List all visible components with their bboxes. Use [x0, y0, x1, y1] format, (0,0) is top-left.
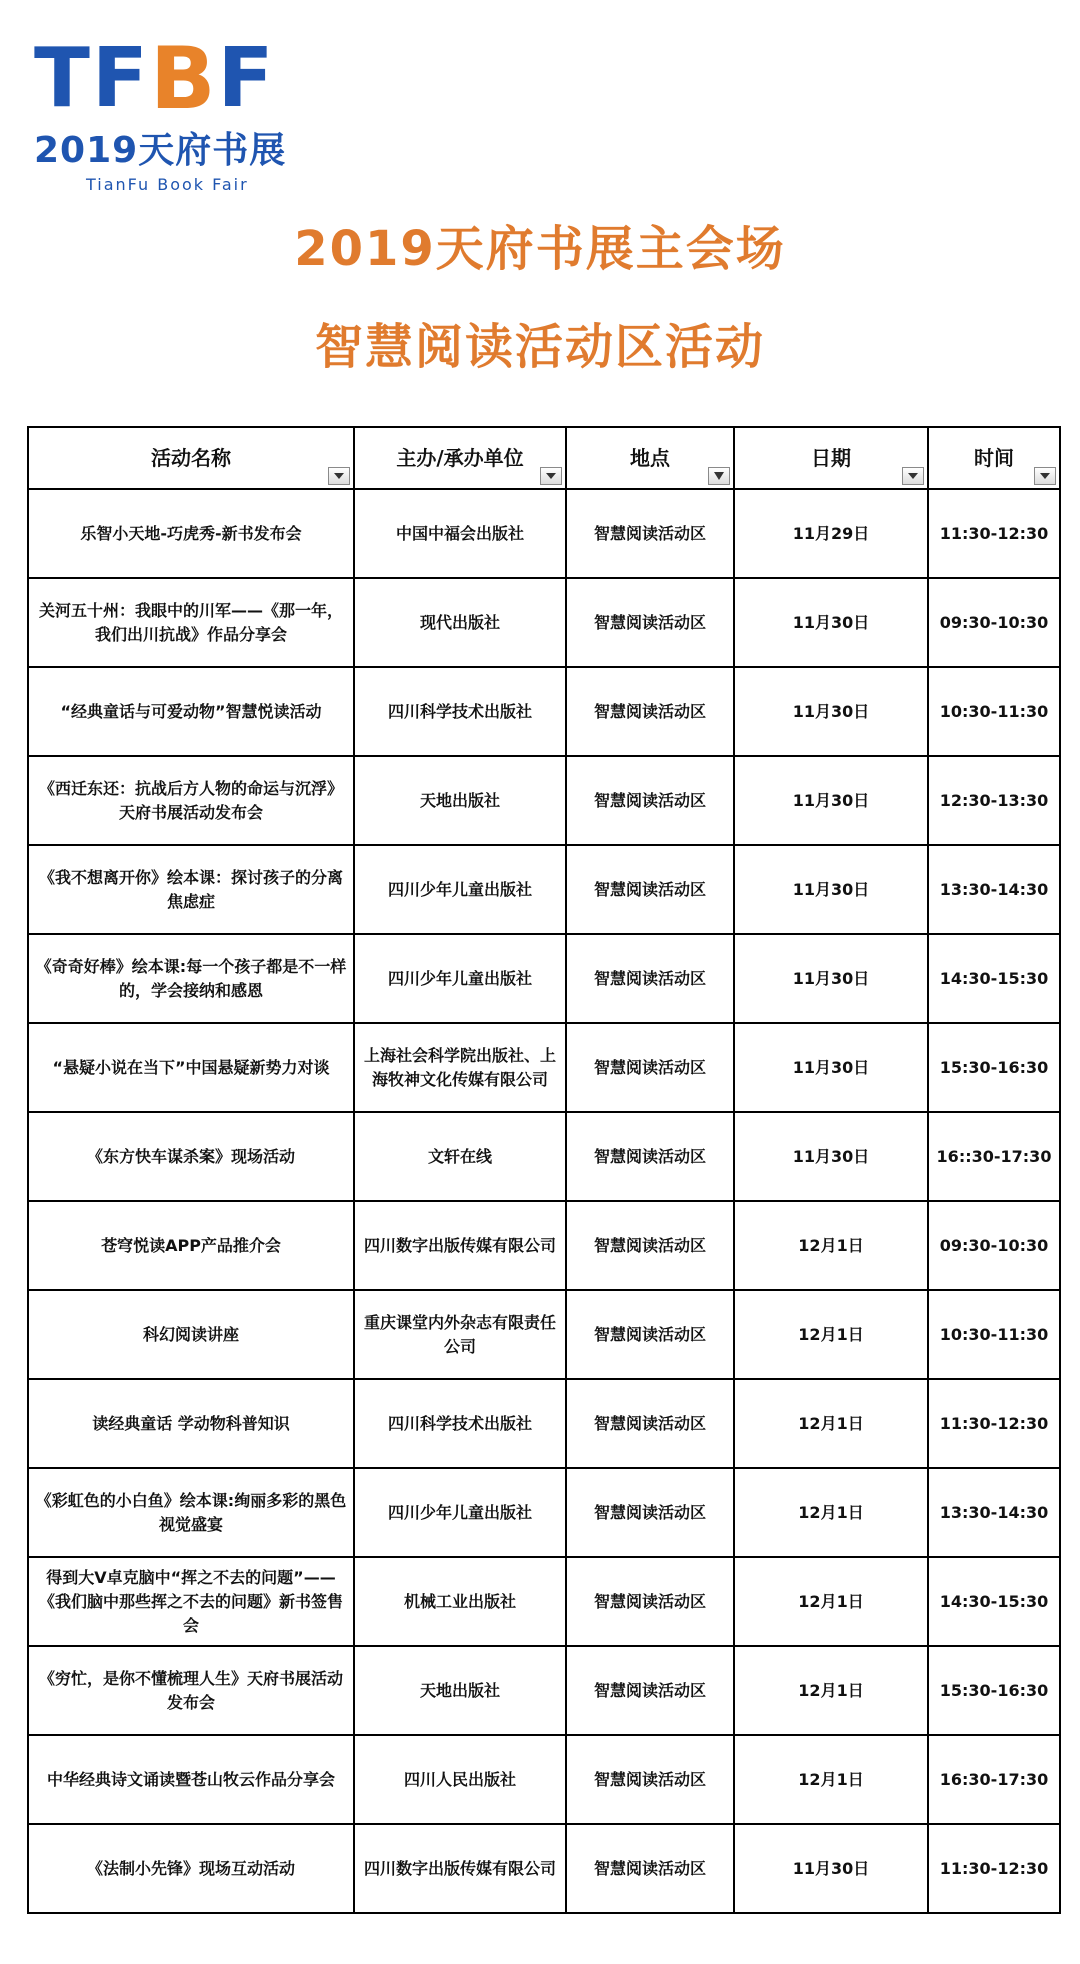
- column-header-activity-name: [28, 427, 354, 489]
- filter-applied-icon[interactable]: [708, 467, 730, 485]
- cell-date: 12月1日: [734, 1557, 928, 1646]
- cell-location: 智慧阅读活动区: [566, 1112, 734, 1201]
- cell-location: 智慧阅读活动区: [566, 667, 734, 756]
- dropdown-arrow-icon[interactable]: [540, 467, 562, 485]
- table-row: [28, 1379, 1060, 1468]
- cell-activity-name: 《彩虹色的小白鱼》绘本课:绚丽多彩的黑色视觉盛宴: [28, 1468, 354, 1557]
- cell-date: 11月29日: [734, 489, 928, 578]
- logo-mark-right: F: [217, 31, 276, 126]
- dropdown-arrow-icon[interactable]: [1034, 467, 1056, 485]
- cell-organizer: 机械工业出版社: [354, 1557, 566, 1646]
- table-row: [28, 1112, 1060, 1201]
- table-row: [28, 489, 1060, 578]
- cell-time: 10:30-11:30: [928, 1290, 1060, 1379]
- cell-organizer: 天地出版社: [354, 1646, 566, 1735]
- logo-mark: [34, 29, 334, 129]
- cell-time: 10:30-11:30: [928, 667, 1060, 756]
- table-row: [28, 1468, 1060, 1557]
- table-row: [28, 1557, 1060, 1646]
- cell-time: 12:30-13:30: [928, 756, 1060, 845]
- cell-organizer: 四川科学技术出版社: [354, 667, 566, 756]
- dropdown-arrow-icon[interactable]: [902, 467, 924, 485]
- cell-date: 11月30日: [734, 578, 928, 667]
- table-row: [28, 667, 1060, 756]
- cell-time: 09:30-10:30: [928, 1201, 1060, 1290]
- page-title: 2019天府书展主会场: [294, 221, 786, 277]
- cell-activity-name: 《东方快车谋杀案》现场活动: [28, 1112, 354, 1201]
- cell-date: 12月1日: [734, 1468, 928, 1557]
- cell-date: 12月1日: [734, 1646, 928, 1735]
- cell-date: 11月30日: [734, 845, 928, 934]
- column-header-label: 地点: [630, 446, 670, 470]
- cell-organizer: 中国中福会出版社: [354, 489, 566, 578]
- column-header-location: [566, 427, 734, 489]
- column-header-label: 活动名称: [151, 446, 231, 470]
- cell-time: 15:30-16:30: [928, 1646, 1060, 1735]
- logo-mark-left: TF: [34, 31, 150, 126]
- cell-time: 11:30-12:30: [928, 489, 1060, 578]
- table-row: [28, 1735, 1060, 1824]
- cell-activity-name: “悬疑小说在当下”中国悬疑新势力对谈: [28, 1023, 354, 1112]
- cell-time: 11:30-12:30: [928, 1379, 1060, 1468]
- cell-organizer: 上海社会科学院出版社、上海牧神文化传媒有限公司: [354, 1023, 566, 1112]
- event-schedule-table: [27, 426, 1061, 1914]
- cell-activity-name: 乐智小天地-巧虎秀-新书发布会: [28, 489, 354, 578]
- cell-organizer: 四川人民出版社: [354, 1735, 566, 1824]
- cell-organizer: 文轩在线: [354, 1112, 566, 1201]
- column-header-label: 主办/承办单位: [396, 446, 524, 470]
- cell-location: 智慧阅读活动区: [566, 845, 734, 934]
- cell-location: 智慧阅读活动区: [566, 489, 734, 578]
- cell-organizer: 四川少年儿童出版社: [354, 845, 566, 934]
- cell-location: 智慧阅读活动区: [566, 578, 734, 667]
- cell-date: 12月1日: [734, 1735, 928, 1824]
- table-row: [28, 1201, 1060, 1290]
- table-row: [28, 1023, 1060, 1112]
- cell-location: 智慧阅读活动区: [566, 1557, 734, 1646]
- cell-date: 12月1日: [734, 1379, 928, 1468]
- table-row: [28, 845, 1060, 934]
- cell-activity-name: 苍穹悦读APP产品推介会: [28, 1201, 354, 1290]
- tfbf-logo: [34, 29, 334, 202]
- cell-location: 智慧阅读活动区: [566, 1379, 734, 1468]
- cell-activity-name: “经典童话与可爱动物”智慧悦读活动: [28, 667, 354, 756]
- cell-time: 16::30-17:30: [928, 1112, 1060, 1201]
- cell-activity-name: 关河五十州：我眼中的川军——《那一年，我们出川抗战》作品分享会: [28, 578, 354, 667]
- cell-activity-name: 《西迁东还：抗战后方人物的命运与沉浮》天府书展活动发布会: [28, 756, 354, 845]
- cell-location: 智慧阅读活动区: [566, 934, 734, 1023]
- cell-date: 11月30日: [734, 934, 928, 1023]
- table-row: [28, 756, 1060, 845]
- cell-time: 13:30-14:30: [928, 845, 1060, 934]
- cell-organizer: 天地出版社: [354, 756, 566, 845]
- table-row: [28, 934, 1060, 1023]
- cell-location: 智慧阅读活动区: [566, 1290, 734, 1379]
- page-subtitle: 智慧阅读活动区活动: [314, 319, 765, 375]
- cell-location: 智慧阅读活动区: [566, 1735, 734, 1824]
- logo-year-title: 2019天府书展: [34, 130, 287, 171]
- cell-time: 13:30-14:30: [928, 1468, 1060, 1557]
- cell-organizer: 四川少年儿童出版社: [354, 934, 566, 1023]
- cell-location: 智慧阅读活动区: [566, 1023, 734, 1112]
- cell-organizer: 重庆课堂内外杂志有限责任公司: [354, 1290, 566, 1379]
- column-header-date: [734, 427, 928, 489]
- dropdown-arrow-icon[interactable]: [328, 467, 350, 485]
- cell-date: 11月30日: [734, 1112, 928, 1201]
- logo-subtitle: TianFu Book Fair: [86, 175, 249, 194]
- cell-date: 11月30日: [734, 756, 928, 845]
- cell-organizer: 四川数字出版传媒有限公司: [354, 1201, 566, 1290]
- cell-organizer: 现代出版社: [354, 578, 566, 667]
- column-header-label: 日期: [811, 446, 851, 470]
- cell-time: 11:30-12:30: [928, 1824, 1060, 1913]
- table-header-row: [28, 427, 1060, 489]
- logo-mark-accent: B: [149, 29, 218, 129]
- cell-activity-name: 得到大V卓克脑中“挥之不去的问题”——《我们脑中那些挥之不去的问题》新书签售会: [28, 1557, 354, 1646]
- column-header-time: [928, 427, 1060, 489]
- cell-time: 15:30-16:30: [928, 1023, 1060, 1112]
- cell-time: 14:30-15:30: [928, 1557, 1060, 1646]
- cell-location: 智慧阅读活动区: [566, 1646, 734, 1735]
- cell-date: 11月30日: [734, 1824, 928, 1913]
- cell-time: 16:30-17:30: [928, 1735, 1060, 1824]
- cell-activity-name: 科幻阅读讲座: [28, 1290, 354, 1379]
- cell-organizer: 四川科学技术出版社: [354, 1379, 566, 1468]
- cell-location: 智慧阅读活动区: [566, 1468, 734, 1557]
- cell-activity-name: 《穷忙，是你不懂梳理人生》天府书展活动发布会: [28, 1646, 354, 1735]
- cell-activity-name: 中华经典诗文诵读暨苍山牧云作品分享会: [28, 1735, 354, 1824]
- cell-activity-name: 读经典童话 学动物科普知识: [28, 1379, 354, 1468]
- table-row: [28, 1824, 1060, 1913]
- cell-location: 智慧阅读活动区: [566, 1824, 734, 1913]
- cell-location: 智慧阅读活动区: [566, 756, 734, 845]
- cell-activity-name: 《奇奇好棒》绘本课:每一个孩子都是不一样的，学会接纳和感恩: [28, 934, 354, 1023]
- cell-organizer: 四川数字出版传媒有限公司: [354, 1824, 566, 1913]
- cell-date: 12月1日: [734, 1290, 928, 1379]
- column-header-organizer: [354, 427, 566, 489]
- cell-activity-name: 《法制小先锋》现场互动活动: [28, 1824, 354, 1913]
- cell-date: 11月30日: [734, 667, 928, 756]
- table-row: [28, 1646, 1060, 1735]
- table-row: [28, 1290, 1060, 1379]
- cell-location: 智慧阅读活动区: [566, 1201, 734, 1290]
- cell-activity-name: 《我不想离开你》绘本课：探讨孩子的分离焦虑症: [28, 845, 354, 934]
- cell-date: 12月1日: [734, 1201, 928, 1290]
- cell-time: 14:30-15:30: [928, 934, 1060, 1023]
- table-body: [28, 489, 1060, 1913]
- cell-date: 11月30日: [734, 1023, 928, 1112]
- cell-organizer: 四川少年儿童出版社: [354, 1468, 566, 1557]
- table-row: [28, 578, 1060, 667]
- column-header-label: 时间: [974, 446, 1014, 470]
- cell-time: 09:30-10:30: [928, 578, 1060, 667]
